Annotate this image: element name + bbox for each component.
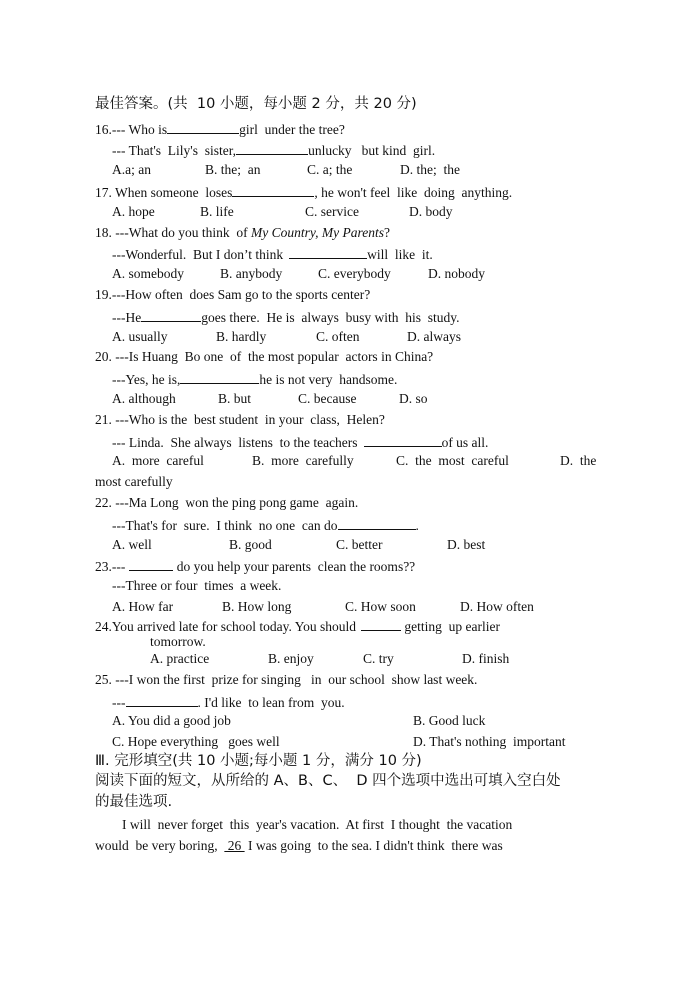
answer-blank (167, 121, 239, 134)
option-a: A. practice (150, 651, 210, 666)
question-18-line2: ---Wonderful. But I don’t think will like it. (112, 247, 433, 262)
question-16: 16.--- Who is girl under the tree? (95, 122, 345, 137)
answer-blank (364, 434, 442, 447)
question-22: 22. ---Ma Long won the ping pong game again. (95, 495, 359, 510)
passage-line-2: would be very boring, 26 I was going to the sea. I didn't think there was (95, 838, 503, 853)
question-21-line2: --- Linda. She always listens to the teachers of us all. (112, 435, 489, 450)
option-b: B. good (229, 537, 272, 552)
option-c: C. service (305, 204, 359, 219)
option-d: D. body (409, 204, 453, 219)
option-d: D. the (560, 453, 597, 468)
option-c: C. How soon (345, 599, 416, 614)
option-a: A. more careful (112, 453, 204, 468)
question-24-line2: tomorrow. (150, 634, 206, 649)
option-b: B. life (200, 204, 234, 219)
option-d: D. That's nothing important (413, 734, 566, 749)
option-b: B. more carefully (252, 453, 354, 468)
option-b: B. anybody (220, 266, 283, 281)
option-c: C. everybody (318, 266, 391, 281)
option-a: A. well (112, 537, 152, 552)
option-c: C. better (336, 537, 383, 552)
blank-26: 26 (224, 838, 245, 853)
question-23: 23.--- do you help your parents clean the rooms?? (95, 559, 416, 574)
section-3-instructions: 阅读下面的短文，从所给的 A、B、C、 D 四个选项中选出可填入空白处 (95, 773, 561, 789)
option-b: B. How long (222, 599, 292, 614)
answer-blank (180, 371, 259, 384)
question-25: 25. ---I won the first prize for singing in our school show last week. (95, 672, 478, 687)
question-21: 21. ---Who is the best student in your class, Helen? (95, 412, 385, 427)
option-b: B. the; an (205, 162, 261, 177)
option-d: D. the; the (400, 162, 460, 177)
option-d: D. so (399, 391, 428, 406)
answer-blank (361, 618, 401, 631)
option-b: B. Good luck (413, 713, 486, 728)
option-d: D. How often (460, 599, 534, 614)
question-19: 19.---How often does Sam go to the sports center? (95, 287, 371, 302)
option-a: A. usually (112, 329, 168, 344)
option-a: A. How far (112, 599, 174, 614)
question-19-line2: ---He goes there. He is always busy with his study. (112, 310, 460, 325)
option-d: D. nobody (428, 266, 485, 281)
section-3-instructions-cont: 的最佳选项. (95, 794, 173, 810)
answer-blank (338, 517, 416, 530)
question-22-line2: ---That's for sure. I think no one can do . (112, 518, 419, 533)
option-a: A. somebody (112, 266, 184, 281)
option-c: C. a; the (307, 162, 353, 177)
passage-line-1: I will never forget this year's vacation. At first I thought the vacation (122, 817, 513, 832)
option-d: D. always (407, 329, 461, 344)
option-b: B. hardly (216, 329, 267, 344)
answer-blank (236, 142, 308, 155)
option-c: C. because (298, 391, 357, 406)
option-d: D. best (447, 537, 486, 552)
question-24: 24.You arrived late for school today. You should getting up earlier (95, 619, 500, 634)
option-a: A. hope (112, 204, 155, 219)
question-16-line2: --- That's Lily's sister, unlucky but kind girl. (112, 143, 436, 158)
question-17: 17. When someone loses , he won't feel like doing anything. (95, 185, 513, 200)
section-3-title: Ⅲ. 完形填空(共 10 小题;每小题 1 分，满分 10 分) (95, 753, 422, 769)
option-a: A. You did a good job (112, 713, 231, 728)
option-b: B. enjoy (268, 651, 314, 666)
option-c: C. often (316, 329, 360, 344)
answer-blank (126, 694, 198, 707)
option-d-continued: most carefully (95, 474, 173, 489)
option-a: A.a; an (112, 162, 151, 177)
question-18: 18. ---What do you think of My Country, My Parents? (95, 225, 390, 240)
answer-blank (289, 246, 367, 259)
option-c: C. the most careful (396, 453, 509, 468)
question-23-line2: ---Three or four times a week. (112, 578, 282, 593)
answer-blank (141, 309, 201, 322)
option-c: C. try (363, 651, 394, 666)
option-a: A. although (112, 391, 176, 406)
option-b: B. but (218, 391, 252, 406)
question-20: 20. ---Is Huang Bo one of the most popular actors in China? (95, 349, 434, 364)
option-d: D. finish (462, 651, 510, 666)
option-c: C. Hope everything goes well (112, 734, 280, 749)
section-heading: 最佳答案。(共 10 小题，每小题 2 分，共 20 分) (95, 96, 417, 112)
question-25-line2: --- . I'd like to lean from you. (112, 695, 345, 710)
question-20-line2: ---Yes, he is, he is not very handsome. (112, 372, 398, 387)
answer-blank (129, 558, 173, 571)
answer-blank (232, 184, 314, 197)
